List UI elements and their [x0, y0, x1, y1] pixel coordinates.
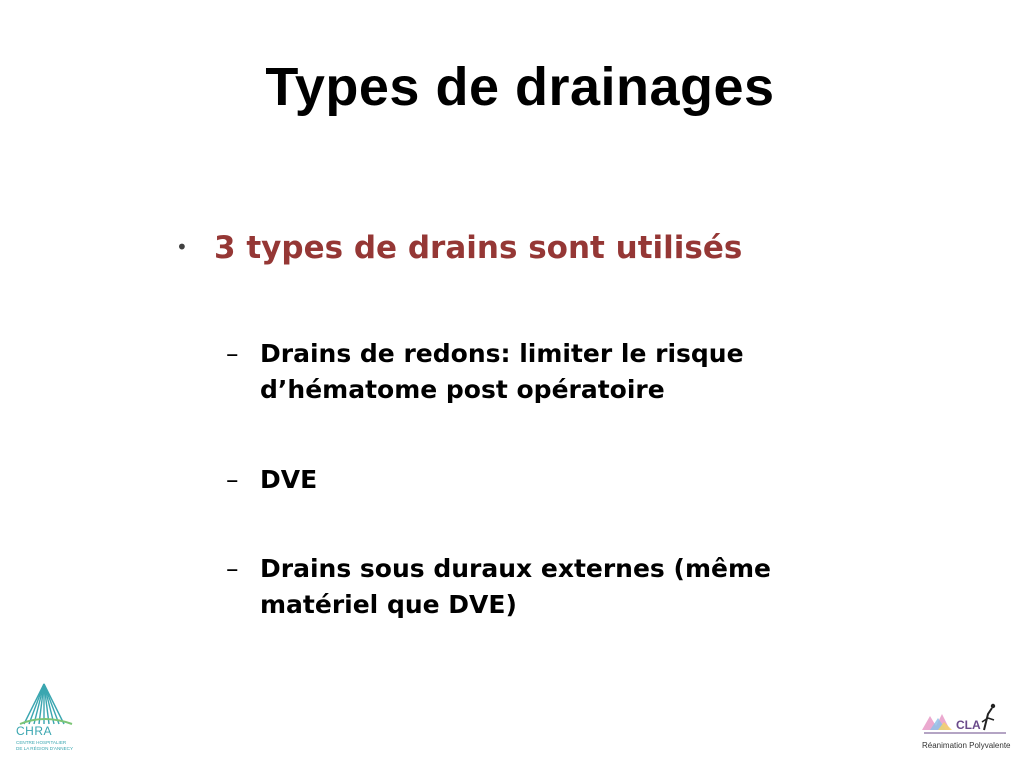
reanimation-logo	[916, 700, 1012, 756]
sub-bullet	[226, 336, 860, 408]
dash-icon: –	[226, 339, 239, 368]
slide-title: Types de drainages	[265, 57, 775, 117]
chra-logo-icon	[12, 680, 78, 728]
chra-logo-subtitle	[16, 740, 73, 751]
chra-logo-name: CHRA	[16, 724, 53, 738]
bullet-icon: •	[176, 235, 188, 259]
chra-logo	[12, 680, 78, 756]
chra-logo-subtitle-line: DE LA RÉGION D'ANNECY	[16, 745, 74, 751]
sub-bullet-text: Drains sous duraux externes (même matériel que DVE)	[260, 554, 771, 619]
reanimation-logo-mark: CLA	[956, 718, 981, 732]
sub-bullet	[226, 551, 860, 623]
main-bullet	[176, 230, 742, 266]
main-bullet-text: 3 types de drains sont utilisés	[214, 230, 743, 266]
dash-icon: –	[226, 554, 239, 583]
sub-bullet-text: DVE	[260, 465, 318, 494]
chra-logo-subtitle-line: CENTRE HOSPITALIER	[16, 740, 67, 745]
sub-bullet	[226, 462, 860, 498]
sub-bullet-text: Drains de redons: limiter le risque d’hématome post opératoire	[260, 339, 744, 404]
dash-icon: –	[226, 465, 239, 494]
reanimation-logo-caption: Réanimation Polyvalente	[922, 741, 1011, 750]
